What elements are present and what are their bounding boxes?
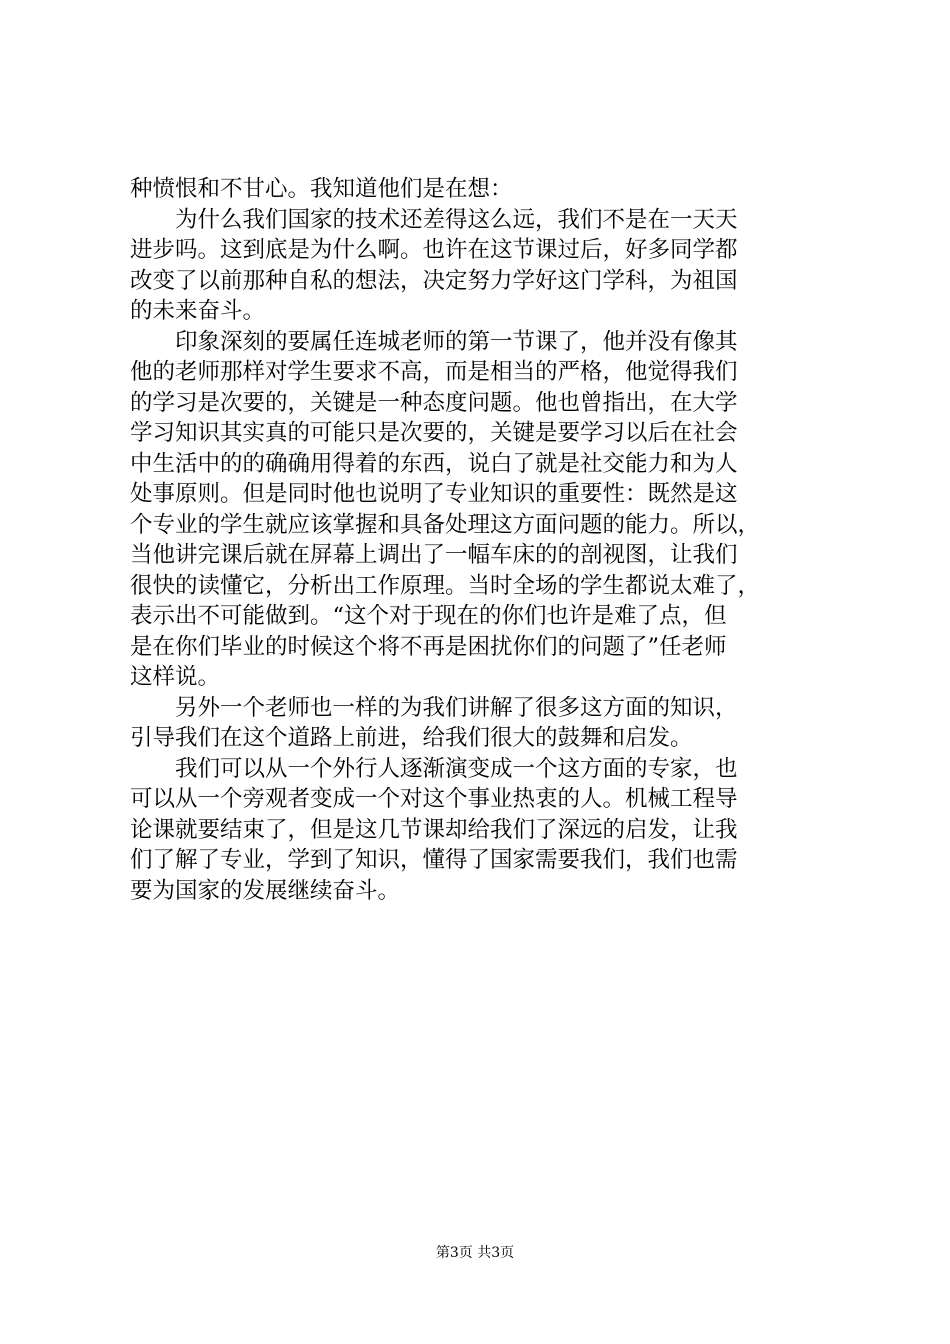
text-line: 的未来奋斗。 [130,298,266,324]
text-line: 中生活中的的确确用得着的东西，说白了就是社交能力和为人 [130,450,738,477]
text-line: 个专业的学生就应该掌握和具备处理这方面问题的能力。所以， [130,511,761,538]
text-line: 是在你们毕业的时候这个将不再是困扰你们的问题了”任老师 [130,633,727,660]
text-line: 进步吗。这到底是为什么啊。也许在这节课过后，好多同学都 [130,237,738,263]
text-line: 的学习是次要的，关键是一种态度问题。他也曾指出，在大学 [130,389,738,416]
body-text [130,174,830,906]
text-line: 可以从一个旁观者变成一个对这个事业热衷的人。机械工程导 [130,786,738,812]
text-line: 要为国家的发展继续奋斗。 [130,877,401,904]
text-line: 改变了以前那种自私的想法，决定努力学好这门学科，为祖国 [130,267,738,294]
text-line: 这样说。 [130,664,221,690]
text-line: 处事原则。但是同时他也说明了专业知识的重要性：既然是这 [130,481,738,507]
text-line: 学习知识其实真的可能只是次要的，关键是要学习以后在社会 [130,420,738,446]
text-line: 种愤恨和不甘心。我知道他们是在想： [130,176,513,202]
text-line: 他的老师那样对学生要求不高，而是相当的严格，他觉得我们 [130,359,738,385]
page-number-footer: 第3页 共3页 [435,1245,515,1261]
text-line: 印象深刻的要属任连城老师的第一节课了，他并没有像其 [130,328,738,355]
text-line: 表示出不可能做到。“这个对于现在的你们也许是难了点，但 [130,603,727,629]
text-line: 为什么我们国家的技术还差得这么远，我们不是在一天天 [130,206,738,233]
text-line: 们了解了专业，学到了知识，懂得了国家需要我们，我们也需 [130,847,738,873]
text-line: 我们可以从一个外行人逐渐演变成一个这方面的专家，也 [130,755,738,782]
text-line: 另外一个老师也一样的为我们讲解了很多这方面的知识， [130,694,738,721]
text-line: 当他讲完课后就在屏幕上调出了一幅车床的的剖视图，让我们 [130,542,738,568]
text-line: 引导我们在这个道路上前进，给我们很大的鼓舞和启发。 [130,725,693,751]
text-line: 论课就要结束了，但是这几节课却给我们了深远的启发，让我 [130,816,738,843]
text-line: 很快的读懂它，分析出工作原理。当时全场的学生都说太难了， [130,572,761,599]
